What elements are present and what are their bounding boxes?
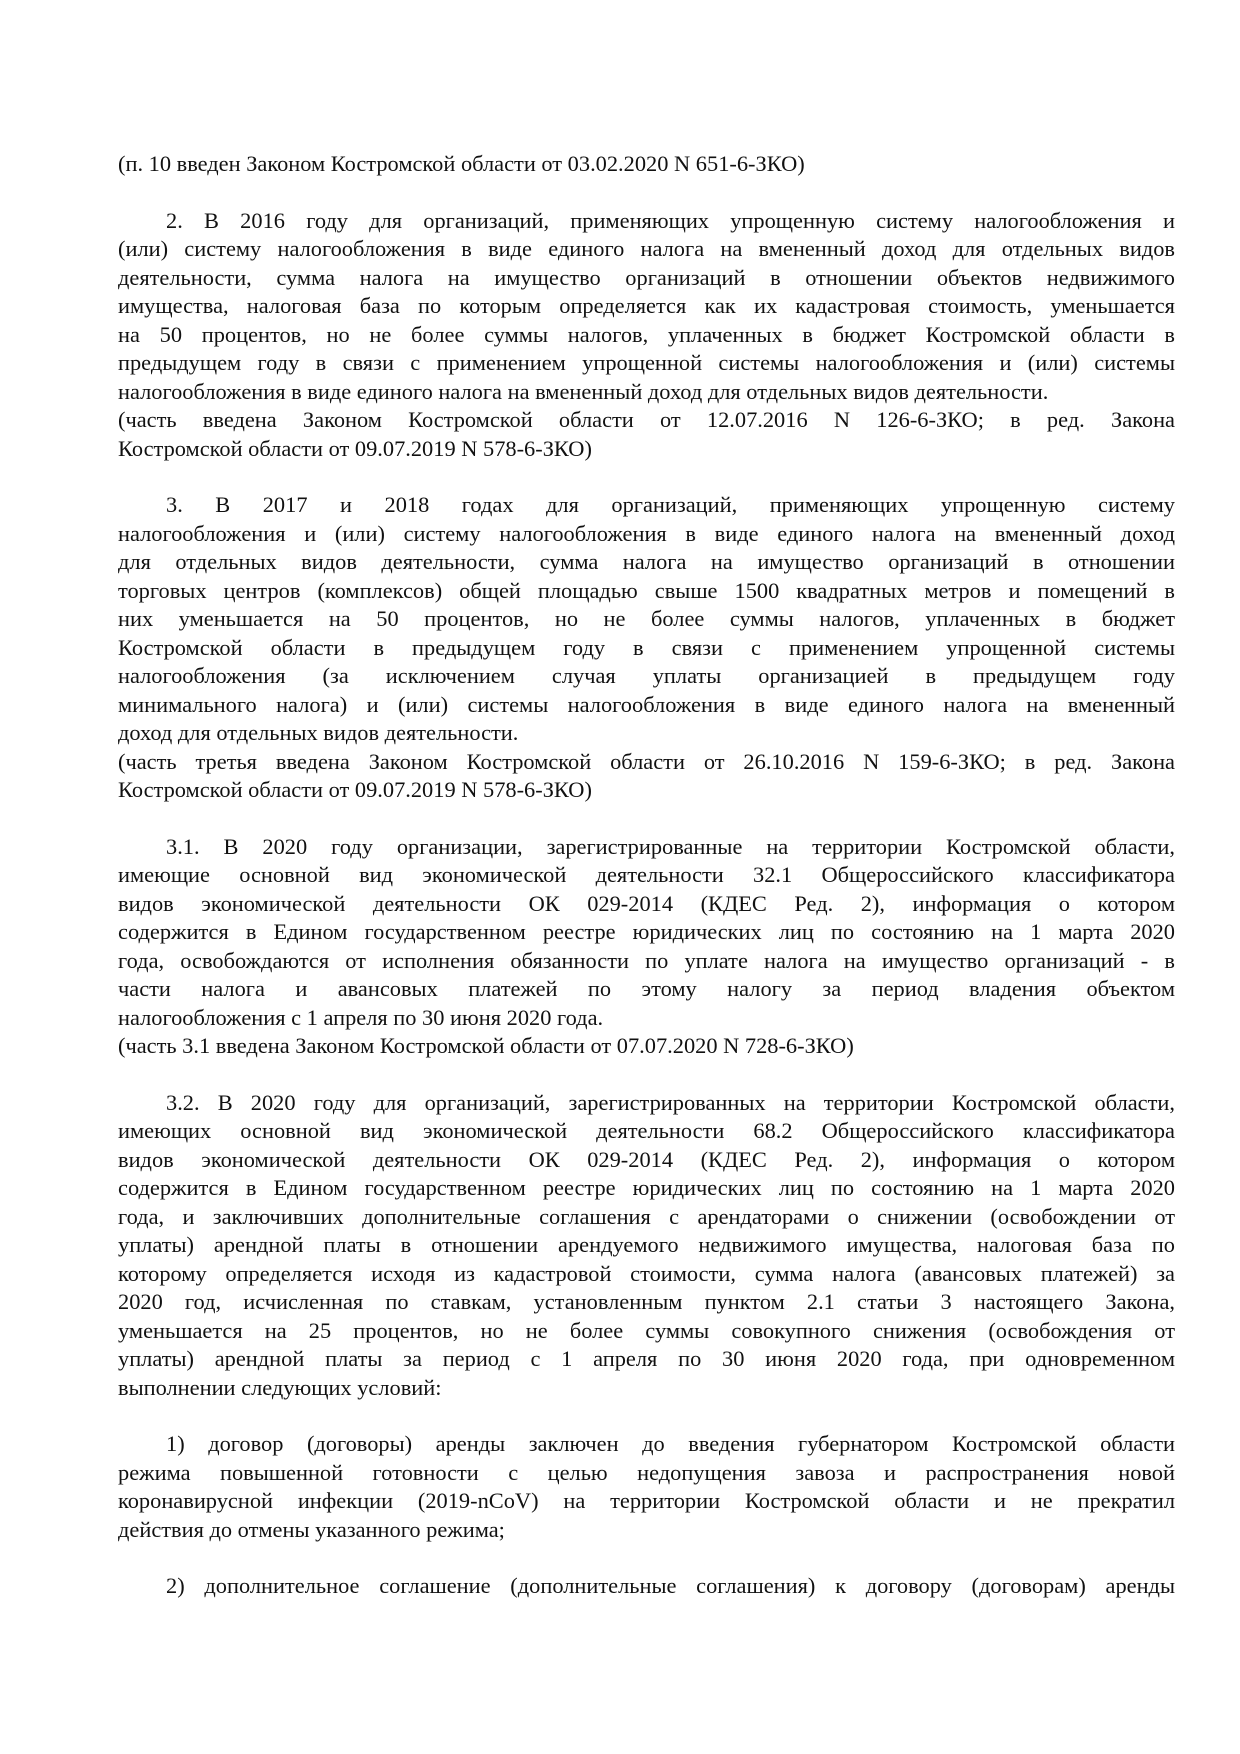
text-line: налогообложения и (или) систему налогообложения в виде единого налога на вмененный доход	[118, 520, 1175, 546]
text-line: (часть третья введена Законом Костромской области от 26.10.2016 N 159-6-ЗКО; в ред. Закона	[118, 748, 1175, 774]
text-line: 2020 год, исчисленная по ставкам, установленным пунктом 2.1 статьи 3 настоящего Закона,	[118, 1289, 1175, 1314]
text-line: 3. В 2017 и 2018 годах для организаций, применяющих упрощенную систему	[166, 492, 1175, 517]
paragraph-gap	[118, 463, 1175, 491]
text-line: них уменьшается на 50 процентов, но не более суммы налогов, уплаченных в бюджет	[118, 606, 1175, 631]
text-line: коронавирусной инфекции (2019-nCoV) на территории Костромской области и не прекратил	[118, 1488, 1175, 1513]
text-line: Костромской области от 09.07.2019 N 578-6-ЗКО)	[118, 435, 592, 461]
text-line: доход для отдельных видов деятельности.	[118, 720, 519, 745]
paragraph-part-3-2	[118, 1089, 1175, 1403]
text-line: видов экономической деятельности ОК 029-2014 (КДЕС Ред. 2), информация о котором	[118, 890, 1175, 916]
condition-1	[118, 1430, 1175, 1544]
text-line: налогообложения в виде единого налога на вмененный доход для отдельных видов деятельности.	[118, 378, 1049, 404]
text-line: минимального налога) и (или) системы налогообложения в виде единого налога на вмененный	[118, 691, 1175, 717]
text-line: 3.2. В 2020 году для организаций, зарегистрированных на территории Костромской области,	[166, 1089, 1175, 1115]
text-line: выполнении следующих условий:	[118, 1374, 442, 1400]
text-line: 2. В 2016 году для организаций, применяющих упрощенную систему налогообложения и	[166, 207, 1175, 233]
text-line: которому определяется исходя из кадастровой стоимости, сумма налога (авансовых платежей) за	[118, 1260, 1175, 1286]
text-line: 2) дополнительное соглашение (дополнительные соглашения) к договору (договорам) аренды	[166, 1573, 1175, 1598]
text-line: режима повышенной готовности с целью недопущения завоза и распространения новой	[118, 1459, 1175, 1485]
amendment-note-p10	[118, 150, 1175, 179]
text-line: действия до отмены указанного режима;	[118, 1516, 505, 1542]
text-line: (п. 10 введен Законом Костромской области от 03.02.2020 N 651-6-ЗКО)	[118, 151, 805, 176]
text-line: имеющие основной вид экономической деятельности 32.1 Общероссийского классификатора	[118, 862, 1175, 887]
amendment-note-part-2	[118, 406, 1175, 463]
text-line: уплаты) арендной платы в отношении арендуемого недвижимого имущества, налоговая база по	[118, 1232, 1175, 1257]
document-page	[118, 150, 1175, 1601]
text-line: года, и заключивших дополнительные соглашения с арендаторами о снижении (освобождении от	[118, 1203, 1175, 1229]
text-line: на 50 процентов, но не более суммы налогов, уплаченных в бюджет Костромской области в	[118, 321, 1175, 347]
text-line: торговых центров (комплексов) общей площадью свыше 1500 квадратных метров и помещений в	[118, 577, 1175, 603]
paragraph-part-3	[118, 491, 1175, 748]
text-line: (часть 3.1 введена Законом Костромской области от 07.07.2020 N 728-6-ЗКО)	[118, 1033, 854, 1058]
text-line: предыдущем году в связи с применением упрощенной системы налогообложения и (или) системы	[118, 350, 1175, 375]
text-line: 1) договор (договоры) аренды заключен до введения губернатором Костромской области	[166, 1431, 1175, 1456]
text-line: деятельности, сумма налога на имущество организаций в отношении объектов недвижимого	[118, 264, 1175, 290]
paragraph-gap	[118, 1402, 1175, 1430]
paragraph-gap	[118, 1544, 1175, 1572]
text-line: для отдельных видов деятельности, сумма налога на имущество организаций в отношении	[118, 549, 1175, 574]
text-line: имущества, налоговая база по которым определяется как их кадастровая стоимость, уменьшается	[118, 293, 1175, 318]
text-line: имеющих основной вид экономической деятельности 68.2 Общероссийского классификатора	[118, 1118, 1175, 1143]
text-line: 3.1. В 2020 году организации, зарегистрированные на территории Костромской области,	[166, 833, 1175, 859]
paragraph-gap	[118, 805, 1175, 833]
text-line: Костромской области в предыдущем году в связи с применением упрощенной системы	[118, 634, 1175, 660]
text-line: части налога и авансовых платежей по этому налогу за период владения объектом	[118, 976, 1175, 1001]
paragraph-gap	[118, 179, 1175, 207]
text-line: (часть введена Законом Костромской области от 12.07.2016 N 126-6-ЗКО; в ред. Закона	[118, 407, 1175, 432]
text-line: видов экономической деятельности ОК 029-2014 (КДЕС Ред. 2), информация о котором	[118, 1146, 1175, 1172]
amendment-note-part-3	[118, 748, 1175, 805]
text-line: уплаты) арендной платы за период с 1 апреля по 30 июня 2020 года, при одновременном	[118, 1346, 1175, 1371]
text-line: Костромской области от 09.07.2019 N 578-6-ЗКО)	[118, 777, 592, 802]
text-line: налогообложения (за исключением случая уплаты организацией в предыдущем году	[118, 663, 1175, 688]
amendment-note-part-3-1	[118, 1032, 1175, 1061]
text-line: уменьшается на 25 процентов, но не более суммы совокупного снижения (освобождения от	[118, 1317, 1175, 1343]
text-line: (или) систему налогообложения в виде единого налога на вмененный доход для отдельных видов	[118, 236, 1175, 261]
condition-2	[118, 1572, 1175, 1601]
text-line: налогообложения с 1 апреля по 30 июня 2020 года.	[118, 1004, 604, 1030]
text-line: содержится в Едином государственном реестре юридических лиц по состоянию на 1 марта 2020	[118, 919, 1175, 944]
paragraph-gap	[118, 1061, 1175, 1089]
paragraph-part-3-1	[118, 833, 1175, 1033]
text-line: содержится в Едином государственном реестре юридических лиц по состоянию на 1 марта 2020	[118, 1175, 1175, 1200]
text-line: года, освобождаются от исполнения обязанности по уплате налога на имущество организаций - в	[118, 947, 1175, 973]
paragraph-part-2	[118, 207, 1175, 407]
